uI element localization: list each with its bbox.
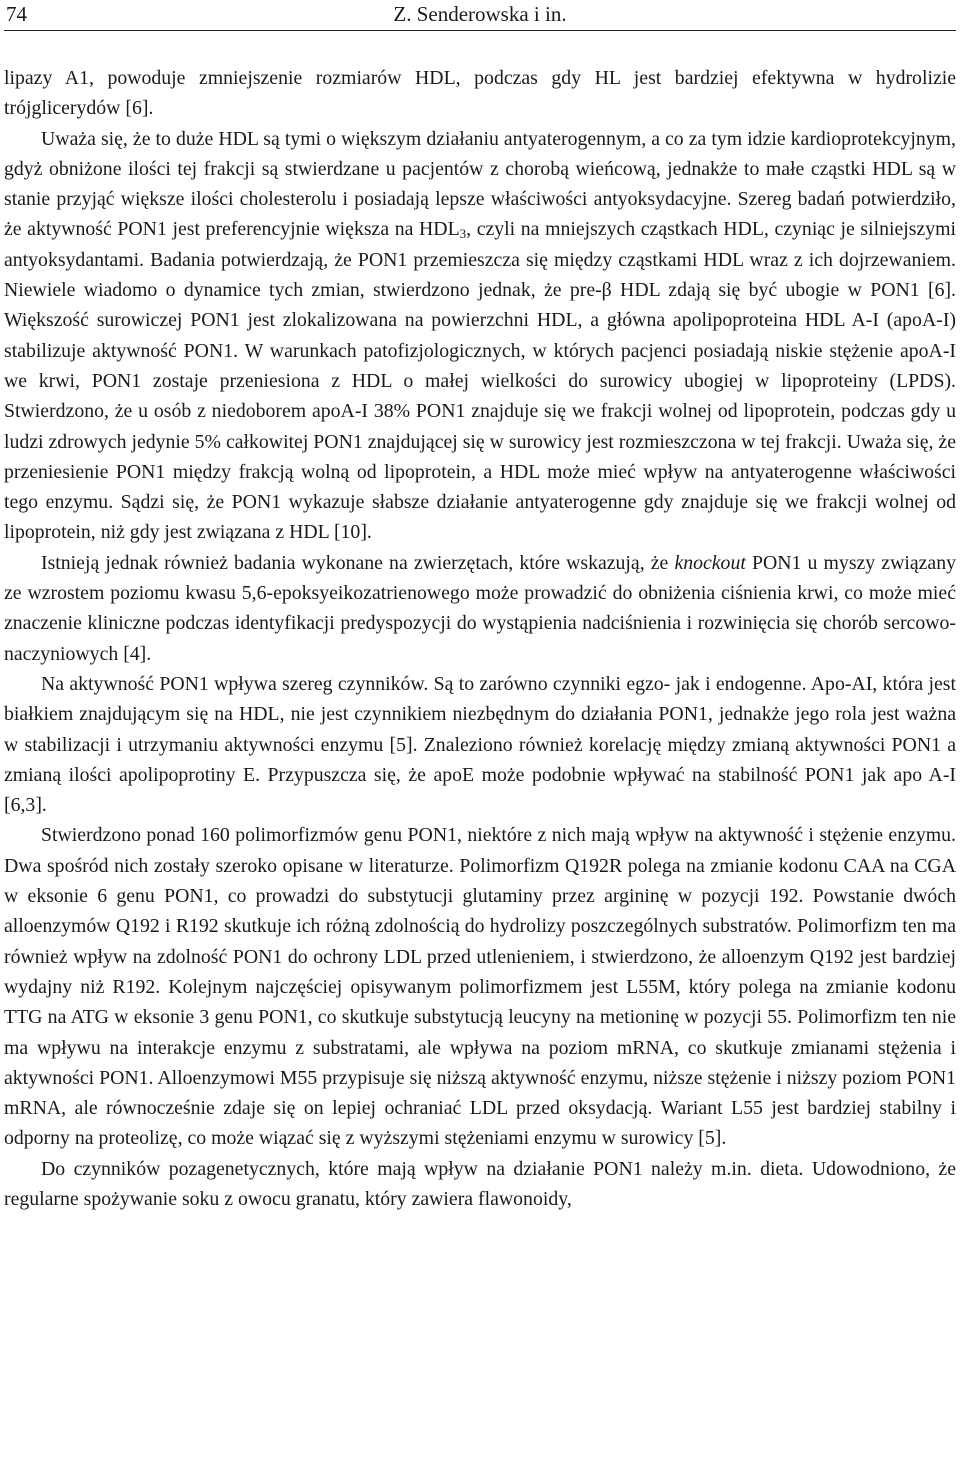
body-text (4, 63, 956, 1214)
subscript: 3 (459, 226, 467, 242)
paragraph-text: Do czynników pozagenetycznych, które mają wpływ na działanie PON1 należy m.in. dieta. Udowodniono, że regularne spożywanie soku z owocu granatu, który zawiera flawonoidy, (4, 1157, 956, 1210)
paragraph-text: Na aktywność PON1 wpływa szereg czynników. Są to zarówno czynniki egzo- jak i endogenne. Apo-AI, która jest białkiem znajdującym się na HDL, nie jest czynnikiem niezbędnym do działania PON1, jednakże jego rola jest ważna w stabilizacji i utrzymaniu aktywności enzymu [5]. Znaleziono również korelację między zmianą aktywności PON1 a zmianą ilości apolipoprotiny E. Przypuszcza się, że apoE może podobnie wpływać na stabilność PON1 jak apo A-I [6,3]. (4, 672, 956, 817)
header-rule (4, 30, 956, 31)
paragraph-hdl-size (4, 124, 956, 548)
paragraph-polymorphisms (4, 820, 956, 1153)
paragraph-text: lipazy A1, powoduje zmniejszenie rozmiarów HDL, podczas gdy HL jest bardziej efektywna w hydrolizie trójglicerydów [6]. (4, 67, 956, 120)
paragraph-text: Stwierdzono ponad 160 polimorfizmów genu PON1, niektóre z nich mają wpływ na aktywność i stężenie enzymu. Dwa spośród nich zostały szeroko opisane w literaturze. Polimorfizm Q192R polega na zmianie kodonu CAA na CGA w eksonie 6 genu PON1, co prowadzi do substytucji glutaminy przez argininę w pozycji 192. Powstanie dwóch alloenzymów Q192 i R192 skutkuje ich różną zdolnością do hydrolizy poszczególnych substratów. Polimorfizm ten ma również wpływ na zdolność PON1 do ochrony LDL przed utlenieniem, i stwierdzono, że alloenzym Q192 jest bardziej wydajny niż R192. Kolejnym najczęściej opisywanym polimorfizmem jest L55M, który polega na zmianie kodonu TTG na ATG w eksonie 3 genu PON1, co skutkuje substytucją leucyny na metioninę w pozycji 55. Polimorfizm ten nie ma wpływu na interakcje enzymu z substratami, ale wpływa na poziom mRNA, co skutkuje zmianami stężenia i aktywności PON1. Alloenzymowi M55 przypisuje się niższą aktywność enzymu, niższe stężenie i niższy poziom PON1 mRNA, ale równocześnie zdaje się on lepiej ochraniać LDL przed oksydacją. Wariant L55 jest bardziej stabilny i odporny na proteolizę, co może wiązać się z wyższymi stężeniami enzymu w surowicy [5]. (4, 824, 956, 1150)
paragraph-continuation (4, 63, 956, 124)
paragraph-knockout (4, 548, 956, 669)
running-header (4, 0, 956, 30)
page-number: 74 (6, 2, 27, 26)
running-title: Z. Senderowska i in. (393, 2, 567, 26)
paragraph-text: Istnieją jednak również badania wykonane na zwierzętach, które wskazują, że (41, 551, 675, 574)
italic-term: knockout (674, 551, 746, 574)
paragraph-text: PON1 u myszy związany ze wzrostem poziomu kwasu 5,6-epoksyeikozatrienowego może prowadzić do obniżenia ciśnienia krwi, co może mieć znaczenie kliniczne podczas identyfikacji predyspozycji do wystąpienia nadciśnienia i rozwinięcia się chorób sercowo-naczyniowych [4]. (4, 551, 956, 665)
paragraph-text: , czyli na mniejszych cząstkach HDL, czyniąc je silniejszymi antyoksydantami. Badania potwierdzają, że PON1 przemieszcza się między cząstkami HDL wraz z ich dojrzewaniem. Niewiele wiadomo o dynamice tych zmian, stwierdzono jednak, że pre-β HDL zdają się być ubogie w PON1 [6]. Większość surowiczej PON1 jest zlokalizowana na powierzchni HDL, a główna apolipoproteina HDL A-I (apoA-I) stabilizuje aktywność PON1. W warunkach patofizjologicznych, w których pacjenci posiadają niskie stężenie apoA-I we krwi, PON1 zostaje przeniesiona z HDL o małej wielkości do surowicy ubogiej w lipoproteiny (LPDS). Stwierdzono, że u osób z niedoborem apoA-I 38% PON1 znajduje się we frakcji wolnej od lipoprotein, podczas gdy u ludzi zdrowych jedynie 5% całkowitej PON1 znajdującej się w surowicy jest rozmieszczona w tej frakcji. Uważa się, że przeniesienie PON1 między frakcją wolną od lipoprotein, a HDL może mieć wpływ na antyaterogenne właściwości tego enzymu. Sądzi się, że PON1 wykazuje słabsze działanie antyaterogenne gdy znajduje się we frakcji wolnej od lipoprotein, niż gdy jest związana z HDL [10]. (4, 218, 956, 544)
paragraph-activity-factors (4, 669, 956, 820)
paragraph-non-genetic (4, 1154, 956, 1215)
paragraph-text: Uważa się, że to duże HDL są tymi o większym działaniu antyaterogennym, a co za tym idzie kardioprotekcyjnym, gdyż obniżone ilości tej frakcji są stwierdzane u pacjentów z chorobą wieńcową, jednakże to małe cząstki HDL są w stanie przyjąć większe ilości cholesterolu i posiadają lepsze właściwości antyoksydacyjne. Szereg badań potwierdziło, że aktywność PON1 jest preferencyjnie większa na HDL (4, 127, 956, 241)
